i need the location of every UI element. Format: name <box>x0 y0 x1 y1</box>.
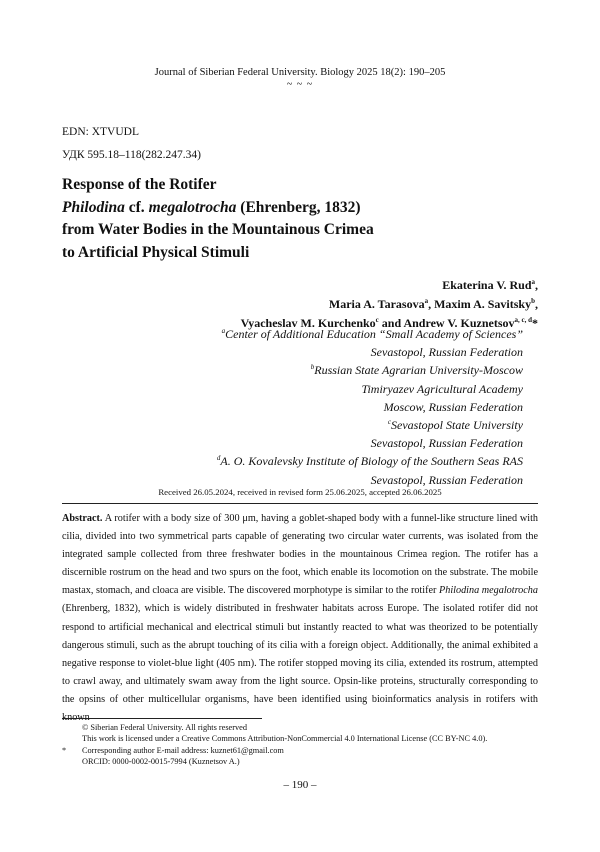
affiliation-list <box>43 325 523 489</box>
affil-text: A. O. Kovalevsky Institute of Biology of the Southern Seas RAS <box>220 454 523 469</box>
affil-sup: b <box>310 363 315 372</box>
affil-text: Sevastopol, Russian Federation <box>370 345 523 360</box>
author-affil-sup: c <box>375 316 379 324</box>
header-separator: ~ ~ ~ <box>286 79 314 90</box>
author-line-1 <box>58 276 538 295</box>
footnote-line <box>62 745 542 756</box>
author-name: Maria A. Tarasova <box>328 297 425 311</box>
affil-sup: d <box>216 454 221 463</box>
author-affil-sup: b <box>531 297 535 305</box>
title-authority: (Ehrenberg, 1832) <box>236 198 361 216</box>
author-affil-sup: a <box>424 297 429 305</box>
footnote-mark: * <box>62 745 67 755</box>
affil-sup: a <box>221 327 226 335</box>
affiliation-line <box>43 434 523 452</box>
title-line-1: Response of the Rotifer <box>62 176 217 193</box>
footnote-license: This work is licensed under a Creative Commons Attribution-NonCommercial 4.0 International License (CC BY-NC 4.0). <box>82 734 488 744</box>
footnote-line <box>62 733 542 744</box>
affil-text: Sevastopol, Russian Federation <box>370 472 523 487</box>
affil-text: Russian State Agrarian University-Moscow <box>314 363 523 378</box>
author-sep: , <box>535 278 538 292</box>
author-name: Maxim A. Savitsky <box>434 297 532 311</box>
affiliation-line <box>43 361 523 379</box>
author-sep: * <box>532 316 538 330</box>
affil-text: Sevastopol State University <box>391 418 523 433</box>
affil-text: Center of Additional Education “Small Academy of Sciences” <box>225 327 523 341</box>
affiliation-line <box>43 398 523 416</box>
edn-code: EDN: XTVUDL <box>62 126 139 138</box>
footnote-copyright: © Siberian Federal University. All rights reserved <box>82 723 247 732</box>
affil-text: Moscow, Russian Federation <box>383 399 523 414</box>
author-name: Andrew V. Kuznetsov <box>403 316 515 330</box>
footnote-rule <box>62 718 262 719</box>
footnotes <box>62 722 542 767</box>
footnote-line <box>62 756 542 767</box>
title-genus: Philodina <box>62 198 125 216</box>
udk-code: УДК 595.18–118(282.247.34) <box>62 149 201 161</box>
author-affil-sup: a, c, d <box>514 316 532 324</box>
affil-text: Sevastopol, Russian Federation <box>370 436 523 451</box>
author-name: Ekaterina V. Rud <box>442 278 532 292</box>
page-number: – 190 – <box>283 779 317 791</box>
title-line-2 <box>62 197 532 220</box>
journal-header: Journal of Siberian Federal University. Biology 2025 18(2): 190–205 <box>154 67 446 78</box>
author-sep: , <box>428 297 435 311</box>
abstract-label: Abstract. <box>62 513 103 524</box>
author-line-2 <box>58 295 538 314</box>
title-cf: cf. <box>124 198 149 216</box>
affiliation-line <box>43 416 523 434</box>
title-line-3: from Water Bodies in the Mountainous Crimea <box>62 221 374 238</box>
received-dates: Received 26.05.2024, received in revised form 25.06.2025, accepted 26.06.2025 <box>158 487 442 497</box>
abstract-species: Philodina megalotrocha <box>439 585 538 597</box>
title-species: megalotrocha <box>148 198 237 216</box>
title-line-4: to Artificial Physical Stimuli <box>62 243 250 261</box>
affiliation-line <box>43 452 523 470</box>
author-name: Vyacheslav M. Kurchenko <box>240 316 376 330</box>
abstract-top-rule <box>62 503 538 504</box>
abstract-text-1: A rotifer with a body size of 300 μm, having a goblet-shaped body with a funnel-like structure lined with cilia, divided into two symmetrical parts capable of generating two circular water currents, was isolated from the integrated sample collected from three freshwater bodies in the mountainous Crimea region. The rotifer has a discernible rostrum on the head and two spurs on the foot, which enable its locomotion on the substrate. The mobile mastax, stomach, and cloaca are visible. The discovered morphotype is similar to the rotifer <box>62 513 538 597</box>
author-affil-sup: a <box>531 278 535 286</box>
abstract-body <box>62 510 538 727</box>
affil-text: Timiryazev Agricultural Academy <box>361 381 523 396</box>
article-title <box>62 174 532 264</box>
footnote-orcid: ORCID: 0000-0002-0015-7994 (Kuznetsov A.) <box>82 756 240 766</box>
footnote-line <box>62 722 542 733</box>
abstract-text-2: (Ehrenberg, 1832), which is widely distributed in freshwater habitats across Europe. The isolated rotifer did not respond to artificial mechanical and electrical stimuli but instantly reacted to what was theorized to be potentially dangerous stimuli, such as the abrupt touching of its cilia with a foreign object. Additionally, the animal exhibited a negative response to violet-blue light (405 nm). The rotifer stopped moving its cilia, extended its rostrum, attempted to crawl away, and ultimately swam away from the light source. Opsin-like proteins, structurally corresponding to the opsins of other multicellular organisms, have been identified using bioinformatics analysis in rotifers with <box>62 603 538 705</box>
affiliation-line <box>43 380 523 398</box>
affil-sup: c <box>387 418 392 427</box>
footnote-email: Corresponding author E-mail address: kuznet61@gmail.com <box>82 745 284 755</box>
affiliation-line <box>43 343 523 361</box>
author-sep: and <box>378 316 404 330</box>
affiliation-line <box>43 325 523 343</box>
author-sep: , <box>535 297 538 311</box>
